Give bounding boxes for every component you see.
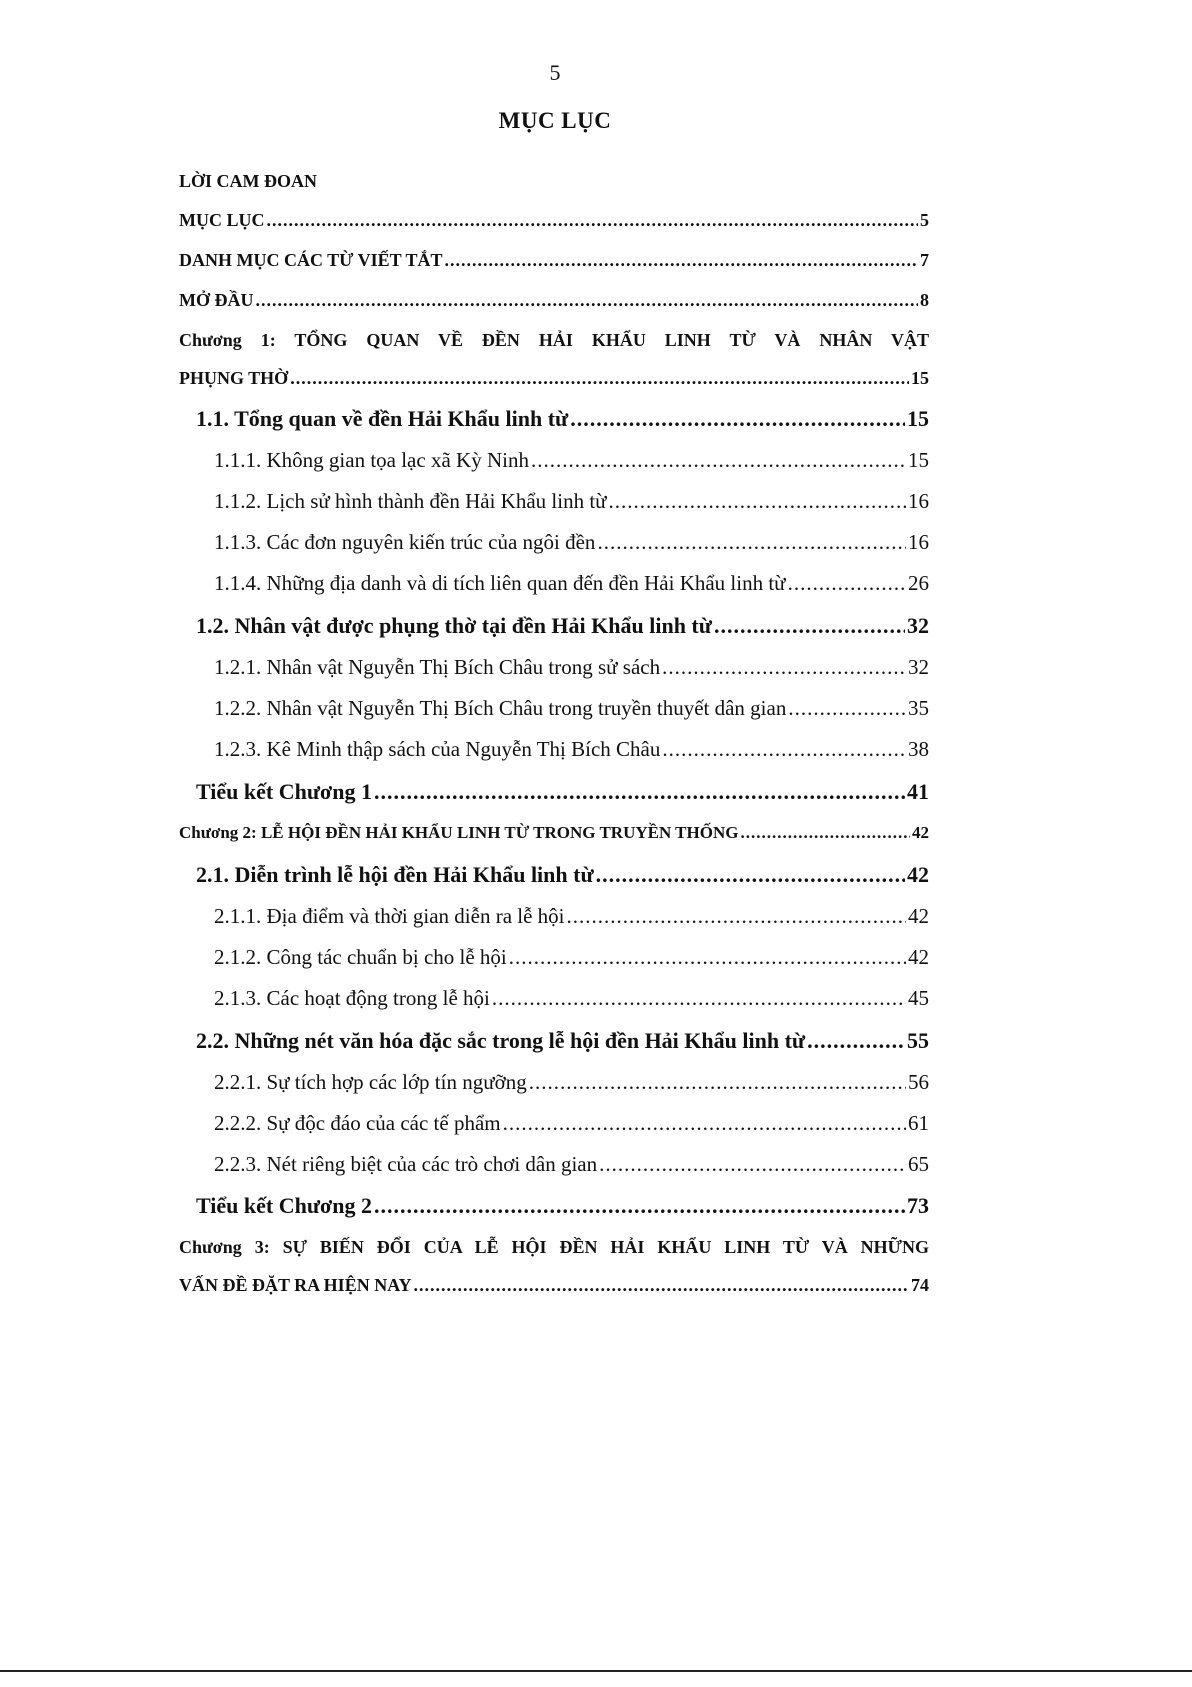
page-number: 5 xyxy=(549,60,561,85)
dot-leader xyxy=(788,698,906,719)
dot-leader xyxy=(531,450,906,471)
toc-page-number: 35 xyxy=(908,696,929,720)
dot-leader xyxy=(445,251,918,269)
toc-entry-1-1[interactable] xyxy=(196,408,929,430)
page-bottom-edge xyxy=(0,1670,1192,1687)
dot-leader xyxy=(597,532,906,553)
toc-entry-1-1-4[interactable] xyxy=(214,573,929,594)
dot-leader xyxy=(267,211,919,229)
toc-entry-label: 2.1.1. Địa điểm và thời gian diễn ra lễ hội xyxy=(214,904,565,928)
dot-leader xyxy=(414,1276,909,1294)
toc-page-number: 5 xyxy=(920,210,929,230)
toc-entry-label: 2.1.3. Các hoạt động trong lễ hội xyxy=(214,986,490,1010)
dot-leader xyxy=(788,573,906,594)
toc-entry-label: 1.1.1. Không gian tọa lạc xã Kỳ Ninh xyxy=(214,448,529,472)
toc-entry-label: Chương 1: TỔNG QUAN VỀ ĐỀN HẢI KHẨU LINH TỪ VÀ NHÂN VẬT xyxy=(179,330,929,350)
toc-entry-label: Chương 3: SỰ BIẾN ĐỔI CỦA LỄ HỘI ĐỀN HẢI KHẨU LINH TỪ VÀ NHỮNG xyxy=(179,1237,929,1257)
dot-leader xyxy=(374,1195,905,1217)
toc-entry-label: 2.1.2. Công tác chuẩn bị cho lễ hội xyxy=(214,945,507,969)
toc-page-number: 42 xyxy=(908,904,929,928)
toc-entry-1-2-1[interactable] xyxy=(214,657,929,678)
toc-entry-2-2-2[interactable] xyxy=(214,1113,929,1134)
toc-page-number: 42 xyxy=(907,862,929,887)
toc-entry-loi-cam-doan[interactable] xyxy=(179,172,929,190)
toc-entry-label: 2.1. Diễn trình lễ hội đền Hải Khẩu linh từ xyxy=(196,862,594,887)
toc-entry-label: 1.2.3. Kê Minh thập sách của Nguyễn Thị Bích Châu xyxy=(214,737,661,761)
toc-page-number: 8 xyxy=(920,290,929,310)
dot-leader xyxy=(492,988,906,1009)
toc-entry-mo-dau[interactable] xyxy=(179,291,929,309)
toc-entry-tieu-ket-1[interactable] xyxy=(196,781,929,803)
dot-leader xyxy=(567,906,906,927)
toc-entry-label: Tiểu kết Chương 2 xyxy=(196,1193,372,1218)
dot-leader xyxy=(374,781,905,803)
toc-entry-label: 2.2.2. Sự độc đáo của các tế phẩm xyxy=(214,1111,501,1135)
toc-entry-danh-muc[interactable] xyxy=(179,251,929,269)
dot-leader xyxy=(609,491,906,512)
toc-page-number: 15 xyxy=(907,406,929,431)
toc-page-number: 55 xyxy=(907,1028,929,1053)
toc-page-number: 26 xyxy=(908,571,929,595)
toc-entry-chuong-3-cont[interactable] xyxy=(179,1276,929,1294)
toc-page-number: 32 xyxy=(907,613,929,638)
toc-entry-label: 1.1.3. Các đơn nguyên kiến trúc của ngôi đền xyxy=(214,530,596,554)
toc-page-number: 15 xyxy=(911,368,929,388)
toc-page-number: 15 xyxy=(908,448,929,472)
dot-leader xyxy=(662,739,906,760)
toc-entry-label: Chương 2: LỄ HỘI ĐỀN HẢI KHẨU LINH TỪ TRONG TRUYỀN THỐNG xyxy=(179,823,739,842)
toc-entry-1-1-3[interactable] xyxy=(214,532,929,553)
toc-page-number: 42 xyxy=(908,945,929,969)
toc-entry-chuong-1[interactable] xyxy=(179,331,929,349)
toc-entry-2-1[interactable] xyxy=(196,864,929,886)
toc-entry-2-2-3[interactable] xyxy=(214,1154,929,1175)
toc-entry-muc-luc[interactable] xyxy=(179,211,929,229)
toc-page-number: 16 xyxy=(908,489,929,513)
dot-leader xyxy=(290,369,909,387)
toc-page-number: 42 xyxy=(912,823,929,842)
toc-entry-2-1-3[interactable] xyxy=(214,988,929,1009)
toc-entry-2-1-1[interactable] xyxy=(214,906,929,927)
dot-leader xyxy=(570,408,905,430)
toc-entry-chuong-2[interactable] xyxy=(179,824,929,841)
toc-entry-2-2[interactable] xyxy=(196,1030,929,1052)
toc-page-number: 73 xyxy=(907,1193,929,1218)
toc-entry-label: PHỤNG THỜ xyxy=(179,368,289,388)
dot-leader xyxy=(714,615,905,637)
toc-entry-chuong-3[interactable] xyxy=(179,1238,929,1256)
toc-page-number: 16 xyxy=(908,530,929,554)
dot-leader xyxy=(529,1072,906,1093)
toc-entry-label: 1.2.1. Nhân vật Nguyễn Thị Bích Châu trong sử sách xyxy=(214,655,661,679)
dot-leader xyxy=(503,1113,906,1134)
toc-entry-label: 1.2.2. Nhân vật Nguyễn Thị Bích Châu trong truyền thuyết dân gian xyxy=(214,696,787,720)
toc-entry-2-2-1[interactable] xyxy=(214,1072,929,1093)
toc-entry-label: VẤN ĐỀ ĐẶT RA HIỆN NAY xyxy=(179,1275,412,1295)
dot-leader xyxy=(740,824,910,841)
toc-entry-label: LỜI CAM ĐOAN xyxy=(179,171,317,191)
toc-page-number: 74 xyxy=(911,1275,929,1295)
toc-entry-label: 1.1. Tổng quan về đền Hải Khẩu linh từ xyxy=(196,406,569,431)
dot-leader xyxy=(509,947,906,968)
toc-entry-1-2-3[interactable] xyxy=(214,739,929,760)
toc-entry-tieu-ket-2[interactable] xyxy=(196,1195,929,1217)
toc-page-number: 38 xyxy=(908,737,929,761)
toc-page-number: 56 xyxy=(908,1070,929,1094)
toc-entry-1-2-2[interactable] xyxy=(214,698,929,719)
toc-entry-1-1-2[interactable] xyxy=(214,491,929,512)
toc-entry-1-1-1[interactable] xyxy=(214,450,929,471)
dot-leader xyxy=(596,864,905,886)
toc-page-number: 61 xyxy=(908,1111,929,1135)
toc-entry-label: 1.1.2. Lịch sử hình thành đền Hải Khẩu linh từ xyxy=(214,489,607,513)
dot-leader xyxy=(599,1154,906,1175)
toc-page-number: 45 xyxy=(908,986,929,1010)
toc-entry-label: Tiểu kết Chương 1 xyxy=(196,779,372,804)
toc-entry-chuong-1-cont[interactable] xyxy=(179,369,929,387)
dot-leader xyxy=(662,657,906,678)
toc-entry-label: DANH MỤC CÁC TỪ VIẾT TẮT xyxy=(179,250,443,270)
toc-page-number: 7 xyxy=(920,250,929,270)
dot-leader xyxy=(256,291,919,309)
page-title: MỤC LỤC xyxy=(498,108,612,133)
toc-entry-1-2[interactable] xyxy=(196,615,929,637)
toc-entry-2-1-2[interactable] xyxy=(214,947,929,968)
toc-page-number: 65 xyxy=(908,1152,929,1176)
toc-entry-label: 2.2.3. Nét riêng biệt của các trò chơi dân gian xyxy=(214,1152,598,1176)
toc-entry-label: 1.2. Nhân vật được phụng thờ tại đền Hải Khẩu linh từ xyxy=(196,613,712,638)
toc-entry-label: MỤC LỤC xyxy=(179,210,265,230)
toc-page-number: 32 xyxy=(908,655,929,679)
toc-entry-label: 2.2.1. Sự tích hợp các lớp tín ngưỡng xyxy=(214,1070,527,1094)
toc-page-number: 41 xyxy=(907,779,929,804)
toc-entry-label: MỞ ĐẦU xyxy=(179,290,254,310)
dot-leader xyxy=(807,1030,905,1052)
toc-entry-label: 1.1.4. Những địa danh và di tích liên quan đến đền Hải Khẩu linh từ xyxy=(214,571,786,595)
toc-entry-label: 2.2. Những nét văn hóa đặc sắc trong lễ hội đền Hải Khẩu linh từ xyxy=(196,1028,806,1053)
